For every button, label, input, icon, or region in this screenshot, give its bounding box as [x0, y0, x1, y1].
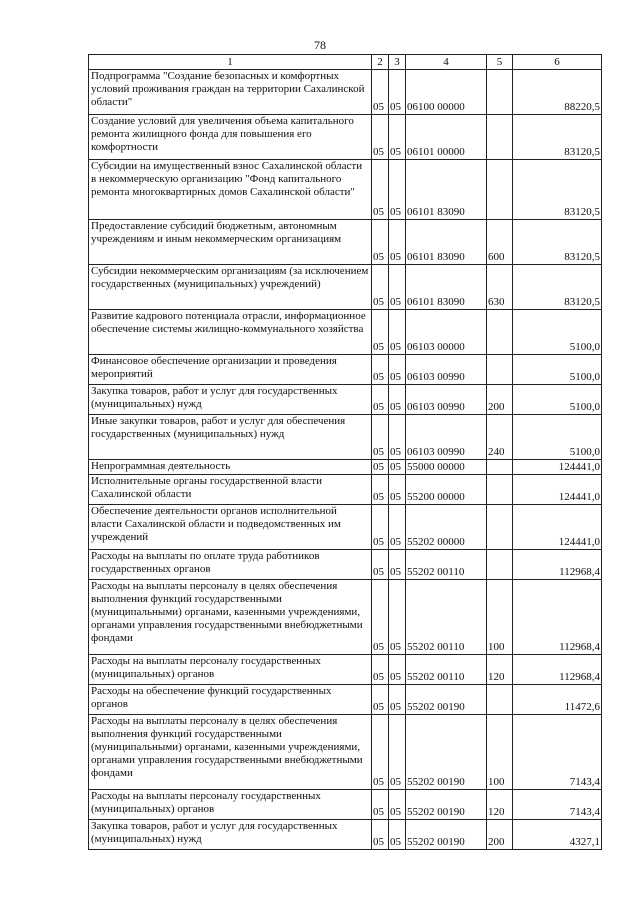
- column-header: 1: [89, 55, 372, 70]
- table-row: [89, 475, 602, 505]
- section-code: 05: [372, 355, 389, 385]
- subsection-code: 05: [389, 460, 406, 475]
- expense-type-code: 120: [487, 655, 513, 685]
- subsection-code: 05: [389, 265, 406, 310]
- amount: 124441,0: [513, 475, 602, 505]
- amount: 5100,0: [513, 415, 602, 460]
- amount: 124441,0: [513, 460, 602, 475]
- section-code: 05: [372, 115, 389, 160]
- expense-type-code: [487, 355, 513, 385]
- column-header: 4: [406, 55, 487, 70]
- target-article-code: 55202 00000: [406, 505, 487, 550]
- subsection-code: 05: [389, 220, 406, 265]
- table-row: [89, 460, 602, 475]
- row-name: Иные закупки товаров, работ и услуг для обеспечения государственных (муниципальных) нужд: [89, 415, 372, 460]
- target-article-code: 55200 00000: [406, 475, 487, 505]
- section-code: 05: [372, 310, 389, 355]
- target-article-code: 55202 00190: [406, 685, 487, 715]
- subsection-code: 05: [389, 790, 406, 820]
- table-row: [89, 685, 602, 715]
- subsection-code: 05: [389, 475, 406, 505]
- expense-type-code: [487, 550, 513, 580]
- section-code: 05: [372, 655, 389, 685]
- row-name: Финансовое обеспечение организации и проведения мероприятий: [89, 355, 372, 385]
- row-name: Подпрограмма "Создание безопасных и комфортных условий проживания граждан на территории Сахалинской области": [89, 70, 372, 115]
- expense-type-code: [487, 475, 513, 505]
- subsection-code: 05: [389, 355, 406, 385]
- subsection-code: 05: [389, 310, 406, 355]
- table-row: [89, 220, 602, 265]
- target-article-code: 06101 83090: [406, 160, 487, 220]
- target-article-code: 06103 00990: [406, 415, 487, 460]
- row-name: Расходы на выплаты персоналу государственных (муниципальных) органов: [89, 655, 372, 685]
- target-article-code: 06100 00000: [406, 70, 487, 115]
- target-article-code: 55202 00190: [406, 715, 487, 790]
- row-name: Расходы на выплаты персоналу в целях обеспечения выполнения функций государственными (муниципальными) органами, казенными учреждениями, органами управления государственными внебюджетными фондами: [89, 580, 372, 655]
- target-article-code: 55202 00190: [406, 790, 487, 820]
- subsection-code: 05: [389, 415, 406, 460]
- section-code: 05: [372, 475, 389, 505]
- table-row: [89, 715, 602, 790]
- section-code: 05: [372, 70, 389, 115]
- amount: 5100,0: [513, 310, 602, 355]
- table-row: [89, 505, 602, 550]
- table-row: [89, 820, 602, 850]
- amount: 11472,6: [513, 685, 602, 715]
- section-code: 05: [372, 265, 389, 310]
- section-code: 05: [372, 160, 389, 220]
- expense-type-code: 120: [487, 790, 513, 820]
- column-header: 5: [487, 55, 513, 70]
- amount: 7143,4: [513, 715, 602, 790]
- subsection-code: 05: [389, 115, 406, 160]
- amount: 83120,5: [513, 160, 602, 220]
- table-row: [89, 415, 602, 460]
- amount: 112968,4: [513, 550, 602, 580]
- expense-type-code: 630: [487, 265, 513, 310]
- row-name: Субсидии некоммерческим организациям (за исключением государственных (муниципальных) учреждений): [89, 265, 372, 310]
- row-name: Развитие кадрового потенциала отрасли, информационное обеспечение системы жилищно-коммунального хозяйства: [89, 310, 372, 355]
- column-header: 6: [513, 55, 602, 70]
- section-code: 05: [372, 385, 389, 415]
- expense-type-code: [487, 115, 513, 160]
- target-article-code: 06103 00990: [406, 385, 487, 415]
- expense-type-code: 200: [487, 820, 513, 850]
- table-row: [89, 790, 602, 820]
- table-row: [89, 550, 602, 580]
- target-article-code: 55202 00110: [406, 580, 487, 655]
- expense-type-code: 600: [487, 220, 513, 265]
- section-code: 05: [372, 580, 389, 655]
- table-row: [89, 160, 602, 220]
- budget-table: [88, 54, 602, 850]
- expense-type-code: 200: [487, 385, 513, 415]
- amount: 112968,4: [513, 580, 602, 655]
- row-name: Субсидии на имущественный взнос Сахалинской области в некоммерческую организацию "Фонд капитального ремонта многоквартирных домов Сахалинской области": [89, 160, 372, 220]
- table-row: [89, 70, 602, 115]
- expense-type-code: [487, 70, 513, 115]
- row-name: Расходы на выплаты персоналу государственных (муниципальных) органов: [89, 790, 372, 820]
- subsection-code: 05: [389, 160, 406, 220]
- expense-type-code: [487, 460, 513, 475]
- row-name: Предоставление субсидий бюджетным, автономным учреждениям и иным некоммерческим организациям: [89, 220, 372, 265]
- target-article-code: 06101 83090: [406, 220, 487, 265]
- table-row: [89, 265, 602, 310]
- amount: 88220,5: [513, 70, 602, 115]
- table-row: [89, 310, 602, 355]
- row-name: Исполнительные органы государственной власти Сахалинской области: [89, 475, 372, 505]
- row-name: Расходы на выплаты персоналу в целях обеспечения выполнения функций государственными (муниципальными) органами, казенными учреждениями, органами управления государственными внебюджетными фондами: [89, 715, 372, 790]
- target-article-code: 06101 83090: [406, 265, 487, 310]
- amount: 83120,5: [513, 220, 602, 265]
- table-row: [89, 115, 602, 160]
- amount: 124441,0: [513, 505, 602, 550]
- table-row: [89, 580, 602, 655]
- row-name: Закупка товаров, работ и услуг для государственных (муниципальных) нужд: [89, 820, 372, 850]
- section-code: 05: [372, 550, 389, 580]
- section-code: 05: [372, 790, 389, 820]
- target-article-code: 55000 00000: [406, 460, 487, 475]
- row-name: Закупка товаров, работ и услуг для государственных (муниципальных) нужд: [89, 385, 372, 415]
- target-article-code: 55202 00110: [406, 550, 487, 580]
- subsection-code: 05: [389, 820, 406, 850]
- expense-type-code: [487, 505, 513, 550]
- section-code: 05: [372, 685, 389, 715]
- section-code: 05: [372, 505, 389, 550]
- table-row: [89, 385, 602, 415]
- amount: 5100,0: [513, 385, 602, 415]
- row-name: Создание условий для увеличения объема капитального ремонта жилищного фонда для повышения его комфортности: [89, 115, 372, 160]
- section-code: 05: [372, 220, 389, 265]
- target-article-code: 06103 00990: [406, 355, 487, 385]
- column-header: 2: [372, 55, 389, 70]
- subsection-code: 05: [389, 685, 406, 715]
- subsection-code: 05: [389, 70, 406, 115]
- section-code: 05: [372, 460, 389, 475]
- table-row: [89, 355, 602, 385]
- expense-type-code: 100: [487, 580, 513, 655]
- section-code: 05: [372, 415, 389, 460]
- subsection-code: 05: [389, 580, 406, 655]
- subsection-code: 05: [389, 550, 406, 580]
- subsection-code: 05: [389, 655, 406, 685]
- expense-type-code: [487, 310, 513, 355]
- expense-type-code: [487, 685, 513, 715]
- amount: 5100,0: [513, 355, 602, 385]
- row-name: Расходы на обеспечение функций государственных органов: [89, 685, 372, 715]
- section-code: 05: [372, 715, 389, 790]
- row-name: Обеспечение деятельности органов исполнительной власти Сахалинской области и подведомственных им учреждений: [89, 505, 372, 550]
- amount: 112968,4: [513, 655, 602, 685]
- table-row: [89, 655, 602, 685]
- table-header: [89, 55, 602, 70]
- expense-type-code: [487, 160, 513, 220]
- expense-type-code: 240: [487, 415, 513, 460]
- expense-type-code: 100: [487, 715, 513, 790]
- column-header: 3: [389, 55, 406, 70]
- amount: 83120,5: [513, 265, 602, 310]
- target-article-code: 06103 00000: [406, 310, 487, 355]
- row-name: Расходы на выплаты по оплате труда работников государственных органов: [89, 550, 372, 580]
- target-article-code: 55202 00190: [406, 820, 487, 850]
- row-name: Непрограммная деятельность: [89, 460, 372, 475]
- section-code: 05: [372, 820, 389, 850]
- subsection-code: 05: [389, 715, 406, 790]
- target-article-code: 06101 00000: [406, 115, 487, 160]
- amount: 4327,1: [513, 820, 602, 850]
- amount: 83120,5: [513, 115, 602, 160]
- target-article-code: 55202 00110: [406, 655, 487, 685]
- amount: 7143,4: [513, 790, 602, 820]
- page-number: 78: [314, 38, 326, 52]
- subsection-code: 05: [389, 505, 406, 550]
- subsection-code: 05: [389, 385, 406, 415]
